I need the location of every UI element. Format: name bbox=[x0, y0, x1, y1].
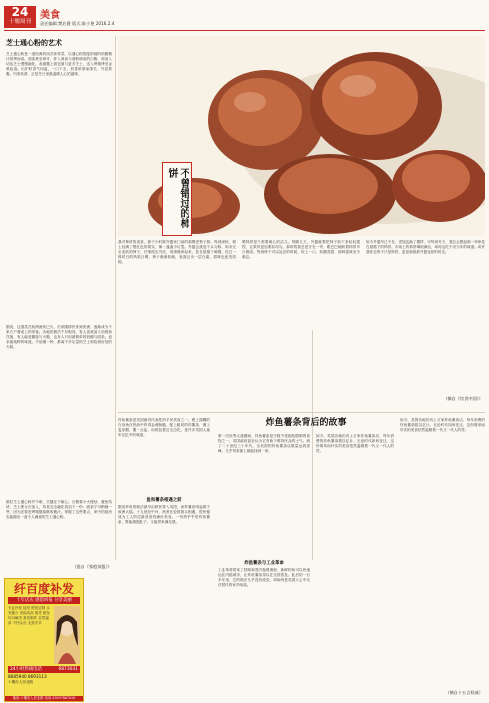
article3-source: （摘自十五言权威） bbox=[445, 690, 483, 695]
article1-source: （选自《家庭读报》） bbox=[72, 564, 112, 569]
article3-body-left2: 据说炸鱼的做法最早由移民带入英国，而炸薯条则起源于欧洲大陆。十九世纪中叶，两者在伦敦街头相遇，很快便成为工人阶层最喜爱的廉价美食。一份热乎乎的炸鱼薯条，既能填饱肚子，又能带来满足感。 bbox=[118, 505, 210, 525]
ad-footer: 地址:十堰市人民北路 电话:13597867026 bbox=[5, 696, 83, 701]
article1-title: 芝士通心粉的艺术 bbox=[6, 39, 62, 47]
article2-title: 不曾错过的柿饼 bbox=[166, 168, 189, 228]
advertisement bbox=[4, 578, 84, 702]
article3-body-mid2: 工业革命带来了铁路和蒸汽拖网渔船，新鲜的鱼可以快速运往内陆城市，让炸鱼薯条得以在全国普及。此后的一百多年里，它的做法几乎没有改变，却始终是英国人心中无法替代的家乡味道。 bbox=[218, 568, 310, 588]
persimmon bbox=[392, 150, 485, 222]
ad-address: 十堰市人民北路 bbox=[8, 680, 34, 684]
section-title: 美食 bbox=[40, 10, 60, 21]
ad-phone-label: 24小时热线电话 bbox=[10, 667, 42, 672]
page-number-badge bbox=[4, 6, 36, 28]
ad-hotline: 8685940 8693113 bbox=[8, 674, 47, 679]
ad-body: 专业补发 接发 假发定制 头发稀少 发际线高 斑秃 脱发 均可解决 真发制作 自然逼真 不伤头皮 无需手术 bbox=[8, 606, 50, 625]
ad-subtitle: 十年店庆 感恩回报 分享美丽 bbox=[8, 597, 80, 604]
page-header bbox=[0, 0, 489, 33]
article2-body-mid: 晒柿饼是个需要耐心的活儿。每隔几天，外婆就要把柿子取下来轻轻揉捏，让果肉更加柔软均匀。那时的我总是守在一旁，眼巴巴地盼着柿饼早日做成。等到终于可以品尝的时候，咬上一口，软糯香甜，那种滋味至今难忘。 bbox=[242, 240, 360, 260]
header-rule bbox=[4, 30, 485, 31]
ad-phone: 6873031 bbox=[58, 667, 78, 672]
article3-body-right: 如今，英国各地仍有上万家炸鱼薯条店，每年消费的炸鱼薯条数以亿计。无论时代如何变迁，这份简单而朴实的美食依然温暖着一代又一代人的胃。 bbox=[316, 434, 394, 454]
byline: 责任编辑:樊启爵 版式:陈小艳 2016.2.4 bbox=[40, 21, 115, 26]
persimmon bbox=[208, 70, 324, 170]
section-divider bbox=[118, 412, 485, 413]
article1-body-mid: 据说，这道菜在欧洲流传已久，后来随移民来到美洲，逐渐成为千家万户餐桌上的常客。各地的做法不尽相同，有人喜欢加入培根和洋葱，有人偏爱蘑菇与火腿，也有人只用最简单的奶酪与面条，追求最纯粹的味道。不论哪一种，都离不开足量的芝士和恰到好处的火候。 bbox=[6, 325, 112, 350]
page-label: 十堰周刊 bbox=[8, 19, 31, 25]
article2-body-left: 我对柿饼的喜爱，源于小时候外婆家门前的那棵老柿子树。每到深秋，树上挂满了橙红色的果实，像一盏盏小灯笼。外婆会挑选个头匀称、尚未完全变软的柿子，仔细削去外皮，用细绳串起来，挂在屋檐下晾晒。经过一段时日的风吹日晒，柿子渐渐收缩，表面泛出一层白霜，甜味也愈发浓郁。 bbox=[118, 240, 236, 265]
ad-phone-bar bbox=[8, 666, 80, 673]
persimmon bbox=[264, 154, 396, 234]
ad-title: 纤百度补发 bbox=[13, 582, 74, 596]
article3-body-mid: 第一次世界大战期间，炸鱼薯条是少数不受配给限制的食物之一，英国政府甚至认为它有助于维持民众的士气。到了二十世纪三十年代，全英国的炸鱼薯条店数量达到顶峰，几乎每条街上都能找到一家。 bbox=[218, 434, 310, 454]
article1-body-top: 芝士通心粉是一道经典的西式家常菜，以通心粉搭配浓郁的奶酪酱汁烘烤而成。面条煮至弹牙，拌入黄油与面粉调成的白酱，再加入切达芝士慢慢融化，表面撒上面包屑与更多芝士，送入烤箱烤至金黄起泡。出炉时香气四溢，一口下去，奶香浓厚而绵长，外层焦脆，内里软滑，正是冬日里最温暖人心的滋味。 bbox=[6, 52, 112, 77]
article3-body-left: 炸鱼薯条是英国最具代表性的平民美食之一。裹上面糊的白身鱼在热油中炸得金黄酥脆，配上粗切的炸薯条，淋上麦芽醋，撒一点盐，用纸包着边走边吃，是许多英国人童年记忆中的味道。 bbox=[118, 418, 210, 438]
page-number: 24 bbox=[11, 5, 29, 19]
article1-body-bottom: 做好芝士通心粉并不难，关键在于耐心。白酱要小火慢炒，避免结块；芝士要分次加入，待其完全融化再加下一份；面条宁可稍硬一些，因为还要进烤箱继续吸收酱汁。掌握了这些要点，家中的厨房也能端出一盘令人满意的芝士通心粉。 bbox=[6, 500, 112, 520]
article2-title-box bbox=[162, 162, 192, 236]
article3-subheading-left: 鱼和薯条相遇之前 bbox=[146, 498, 182, 503]
column-divider bbox=[115, 36, 116, 560]
persimmon bbox=[310, 52, 442, 160]
article3-title: 炸鱼薯条背后的故事 bbox=[265, 418, 347, 428]
article3-body-far-right: 如今，英国各地仍有上万家炸鱼薯条店，每年消费的炸鱼薯条数以亿计。无论时代如何变迁，这份简单而朴实的美食依然温暖着一代又一代人的胃。 bbox=[400, 418, 485, 433]
ad-model-photo bbox=[54, 606, 80, 664]
article2-source: （摘自《饮食中国》） bbox=[443, 396, 483, 401]
article2-body-right: 如今外婆早已不在，老屋也换了模样，可每到冬天，我总会想起那一串串挂在屋檐下的柿饼。市场上的柿饼琳琅满目，却再也吃不出当年的味道。或许我怀念的不只是柿饼，更是那段被外婆宠爱的时光。 bbox=[366, 240, 485, 255]
article3-subheading-mid: 炸鱼薯条与工业革命 bbox=[244, 561, 284, 566]
